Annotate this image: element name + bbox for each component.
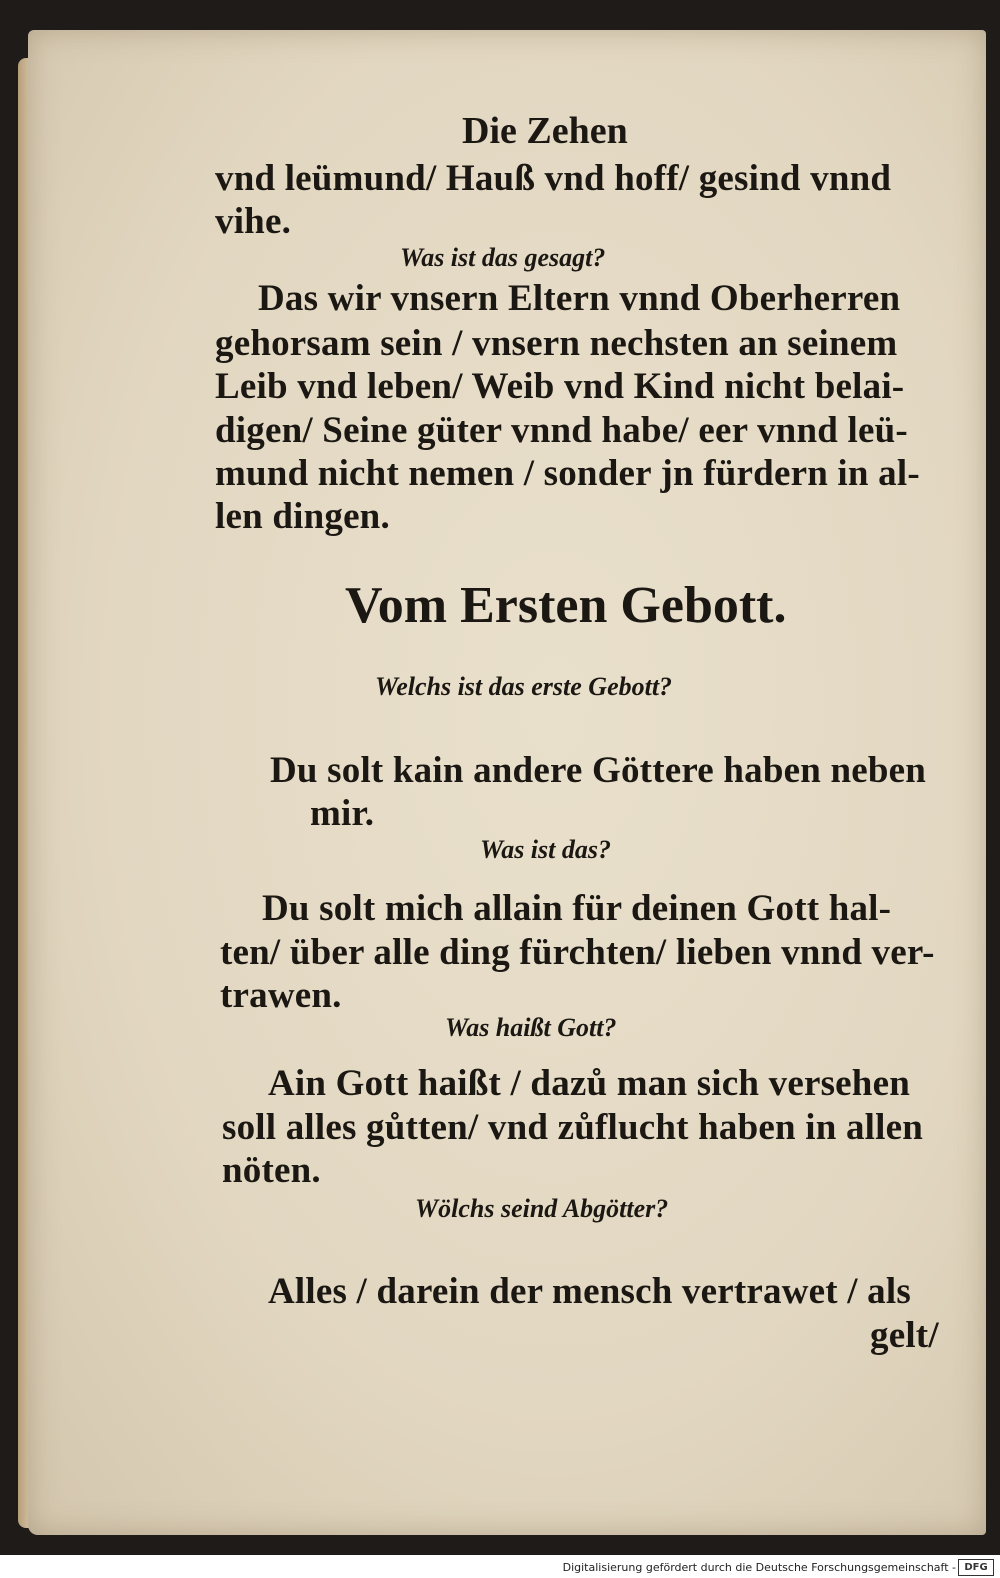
text-line: soll alles gůtten/ vnd zůflucht haben in allen <box>222 1107 924 1148</box>
text-line: Leib vnd leben/ Weib vnd Kind nicht belai- <box>215 366 905 407</box>
text-line: digen/ Seine güter vnnd habe/ eer vnnd leü- <box>215 410 908 451</box>
text-line: ten/ über alle ding fürchten/ lieben vnnd ver- <box>220 932 935 973</box>
text-line: gehorsam sein / vnsern nechsten an seinem <box>215 323 898 364</box>
text-line: Ain Gott haißt / dazů man sich versehen <box>268 1063 910 1104</box>
text-line: Alles / darein der mensch vertrawet / als <box>268 1271 911 1312</box>
text-line: trawen. <box>220 975 342 1016</box>
question-heading: Was ist das gesagt? <box>400 243 606 272</box>
question-heading: Was haißt Gott? <box>445 1013 617 1042</box>
question-heading: Welchs ist das erste Gebott? <box>375 672 673 701</box>
funding-credit: Digitalisierung gefördert durch die Deutsche Forschungsgemeinschaft - <box>562 1561 956 1574</box>
text-line: mund nicht nemen / sonder jn fürdern in al- <box>215 453 920 494</box>
text-line: len dingen. <box>215 496 390 537</box>
footer-bar <box>0 1556 1000 1578</box>
text-line: Das wir vnsern Eltern vnnd Oberherren <box>258 278 901 319</box>
question-heading: Wölchs seind Abgötter? <box>415 1194 669 1223</box>
dfg-logo: DFG <box>958 1559 994 1576</box>
text-line: nöten. <box>222 1150 321 1191</box>
catchword: gelt/ <box>870 1315 939 1356</box>
text-line: vihe. <box>215 201 292 242</box>
text-line: Du solt mich allain für deinen Gott hal- <box>262 888 892 929</box>
text-line: mir. <box>310 793 375 834</box>
running-head: Die Zehen <box>462 110 628 152</box>
section-title: Vom Ersten Gebott. <box>345 577 787 634</box>
text-line: Du solt kain andere Göttere haben neben <box>270 750 927 791</box>
text-line: vnd leümund/ Hauß vnd hoff/ gesind vnnd <box>215 158 892 199</box>
question-heading: Was ist das? <box>480 835 611 864</box>
